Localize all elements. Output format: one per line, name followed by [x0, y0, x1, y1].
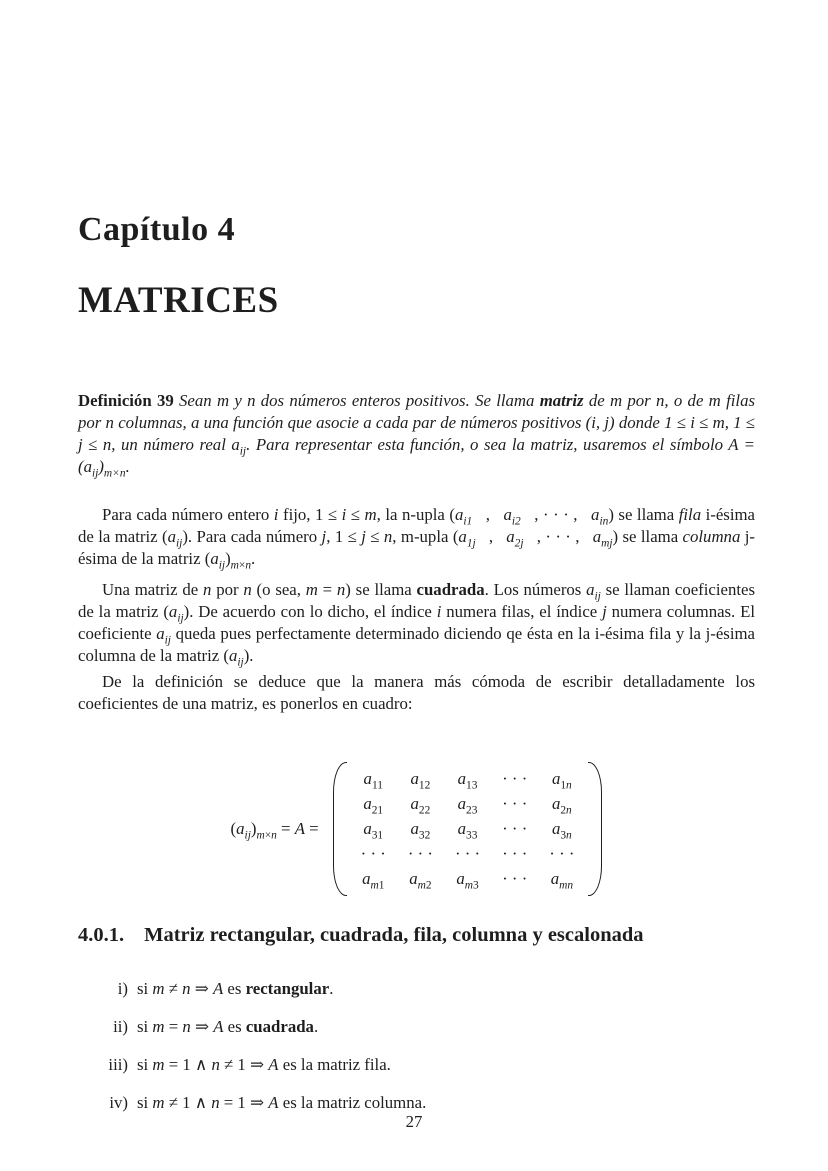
matrix-cell: $a_{23}$: [457, 794, 478, 817]
matrix-cell: · · ·: [407, 844, 433, 863]
list-item: [78, 1054, 755, 1076]
section-number: 4.0.1.: [78, 924, 125, 946]
chapter-title: MATRICES: [78, 280, 279, 321]
list-item-label: iii): [108, 1055, 128, 1074]
section-heading: [78, 924, 755, 948]
conditions-list: [78, 978, 755, 1130]
matrix-cell: $a_{3n}$: [551, 819, 572, 842]
matrix-cell: $a_{m1}$: [362, 869, 385, 892]
chapter-label: Capítulo 4: [78, 211, 236, 248]
matrix-cell: $a_{mn}$: [550, 869, 574, 892]
matrix-left-paren: [333, 762, 347, 896]
matrix-grid: [347, 762, 589, 896]
matrix-cell: $a_{2n}$: [551, 794, 572, 817]
matrix-label: $(a_{ij})_{m\times n} = A$ =: [230, 819, 319, 842]
matrix-cell: $a_{33}$: [457, 819, 478, 842]
list-item: [78, 1016, 755, 1038]
matrix-cell: · · ·: [454, 844, 481, 863]
page-number: 27: [405, 1112, 423, 1131]
paragraph-fila-columna: Para cada número entero i fijo, 1 ≤ i ≤ m, la n-upla ($a_{i1}$ , $a_{i2}$ , · · · , $a_{in}$) se llama fila i-ésima de la matriz $(a_{ij})$. Para cada número j, 1 ≤ j ≤ n, m-upla ($a_{1j}$ , $a_{2j}$ , · · · , $a_{mj}$) se llama columna j-ésima de la matriz $(a_{ij})_{m\times n}$.: [78, 505, 755, 572]
matrix-cell: · · ·: [360, 844, 386, 863]
matrix-cell: · · ·: [502, 769, 528, 788]
matrix-cell: $a_{22}$: [410, 794, 431, 817]
definition-paragraph: Definición 39 Sean m y n dos números enteros positivos. Se llama matriz de m por n, o de m filas por n columnas, a una función que asocie a cada par de números positivos (i, j) donde 1 ≤ i ≤ m, 1 ≤ j ≤ n, un número real $a_{ij}$. Para representar esta función, o sea la matriz, usaremos el símbolo $A = (a_{ij})_{m\times n}$.: [78, 391, 755, 480]
list-item-text: si m ≠ 1 ∧ n = 1 ⇒ A es la matriz columna.: [137, 1093, 427, 1112]
matrix-cell: · · ·: [502, 844, 528, 863]
matrix-cell: $a_{12}$: [410, 769, 431, 792]
matrix-equation: [78, 762, 755, 896]
paragraph-cuadro: De la definición se deduce que la manera más cómoda de escribir detalladamente los coeficientes de una matriz, es ponerlos en cuadro:: [78, 672, 755, 713]
matrix-cell: $a_{m3}$: [456, 869, 479, 892]
matrix-cell: $a_{21}$: [363, 794, 384, 817]
matrix-cell: $a_{m2}$: [409, 869, 432, 892]
list-item: [78, 978, 755, 1000]
list-item: [78, 1092, 755, 1114]
matrix-right-paren: [588, 762, 602, 896]
matrix-cell: $a_{13}$: [457, 769, 478, 792]
list-item-label: iv): [109, 1093, 128, 1112]
matrix-cell: $a_{1n}$: [551, 769, 572, 792]
list-item-label: ii): [113, 1017, 128, 1036]
matrix-cell: $a_{32}$: [410, 819, 431, 842]
matrix-cell: · · ·: [502, 819, 528, 838]
matrix-cell: · · ·: [502, 794, 528, 813]
list-item-text: si m = 1 ∧ n ≠ 1 ⇒ A es la matriz fila.: [137, 1055, 391, 1074]
paragraph-cuadrada: Una matriz de n por n (o sea, m = n) se llama cuadrada. Los números $a_{ij}$ se llaman coeficientes de la matriz $(a_{ij})$. De acuerdo con lo dicho, el índice i numera filas, el índice j numera columnas. El coeficiente $a_{ij}$ queda pues perfectamente determinado diciendo qe ésta en la i-ésima fila y la j-ésima columna de la matriz $(a_{ij})$.: [78, 580, 756, 669]
matrix-cell: $a_{31}$: [363, 819, 384, 842]
matrix-cell: $a_{11}$: [363, 769, 383, 792]
matrix-cell: · · ·: [549, 844, 575, 863]
list-item-text: si m ≠ n ⇒ A es rectangular.: [137, 979, 334, 998]
list-item-text: si m = n ⇒ A es cuadrada.: [137, 1017, 319, 1036]
list-item-label: i): [117, 979, 128, 998]
matrix-cell: · · ·: [502, 869, 528, 888]
section-title: Matriz rectangular, cuadrada, fila, columna y escalonada: [144, 924, 644, 946]
